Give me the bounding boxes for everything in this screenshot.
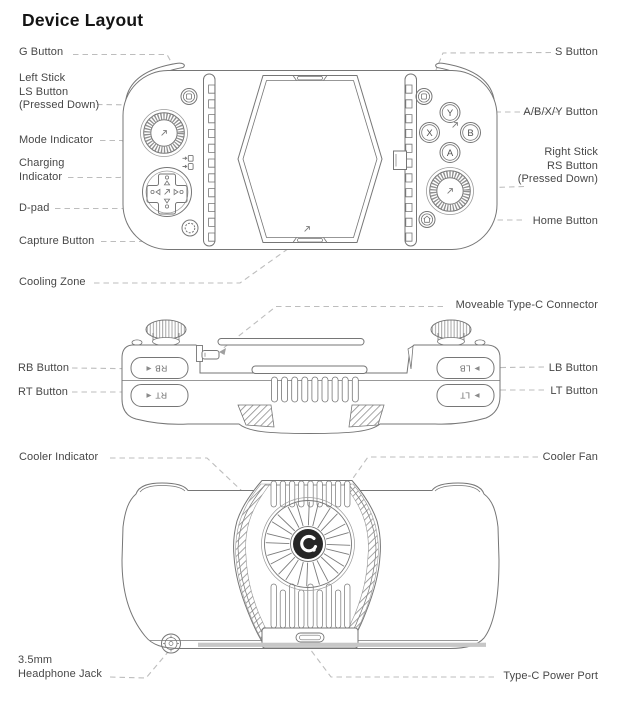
rb-plate: [131, 358, 188, 379]
top-edge-view: [122, 320, 500, 434]
label-cooler-fan: Cooler Fan: [542, 451, 598, 463]
label-home-button: Home Button: [532, 215, 598, 227]
label-d-pad: D-pad: [19, 202, 50, 214]
page-title: Device Layout: [22, 10, 144, 30]
label-headphone-jack: [18, 654, 102, 681]
phone-cradle-bar: [218, 339, 364, 346]
label-left-stick-line2: LS Button: [19, 85, 69, 98]
lb-plate: [437, 358, 494, 379]
label-rb-button: RB Button: [18, 362, 70, 374]
controller-body: [123, 71, 497, 250]
label-g-button: G Button: [19, 46, 64, 58]
label-right-stick: [518, 146, 598, 187]
label-headphone-line2: Headphone Jack: [18, 667, 102, 680]
label-right-stick-line1: Right Stick: [544, 146, 598, 158]
right-stick-cap-top: [431, 320, 471, 339]
lt-marking: LT: [459, 390, 471, 401]
label-capture-button: Capture Button: [19, 235, 95, 247]
label-moveable-typec-connector: Moveable Type-C Connector: [455, 299, 598, 311]
label-charging-indicator: [19, 157, 64, 184]
label-headphone-line1: 3.5mm: [18, 654, 53, 666]
label-left-stick-line3: (Pressed Down): [19, 99, 100, 111]
label-lb-button: LB Button: [548, 362, 598, 374]
label-typec-power-port: Type-C Power Port: [503, 670, 598, 682]
typec-connector-front-icon: [394, 151, 407, 170]
label-rt-button: RT Button: [18, 386, 69, 398]
bottom-shadow-strip: [198, 643, 486, 647]
label-left-stick-line1: Left Stick: [19, 72, 66, 84]
label-cooling-zone: Cooling Zone: [19, 276, 86, 288]
label-abxy-button: A/B/X/Y Button: [523, 106, 598, 118]
label-s-button: S Button: [555, 46, 598, 58]
label-right-stick-line2: RS Button: [546, 159, 598, 172]
left-stick-cap-top: [146, 320, 186, 339]
rb-marking: RB: [154, 363, 168, 374]
rt-plate: [131, 385, 188, 407]
label-mode-indicator: Mode Indicator: [19, 134, 94, 146]
typec-connector-icon: [197, 346, 220, 362]
label-lt-button: LT Button: [550, 385, 598, 397]
label-right-stick-line3: (Pressed Down): [517, 173, 598, 185]
label-left-stick: [19, 72, 99, 113]
cooler-bulge: [234, 481, 381, 649]
fan-hub-logo: [293, 529, 323, 559]
lt-plate: [437, 385, 494, 407]
lb-marking: LB: [459, 363, 471, 374]
label-charging-line1: Charging: [19, 157, 65, 169]
y-button-letter: Y: [446, 108, 454, 119]
rt-marking: RT: [155, 390, 167, 401]
label-cooler-indicator: Cooler Indicator: [19, 451, 99, 463]
x-button-letter: X: [426, 128, 433, 139]
a-button-letter: A: [446, 148, 454, 159]
cooler-fins-top: [271, 481, 350, 507]
back-view: [122, 481, 499, 654]
b-button-letter: B: [467, 128, 474, 139]
label-charging-line2: Indicator: [19, 170, 63, 183]
front-view: [123, 63, 497, 249]
